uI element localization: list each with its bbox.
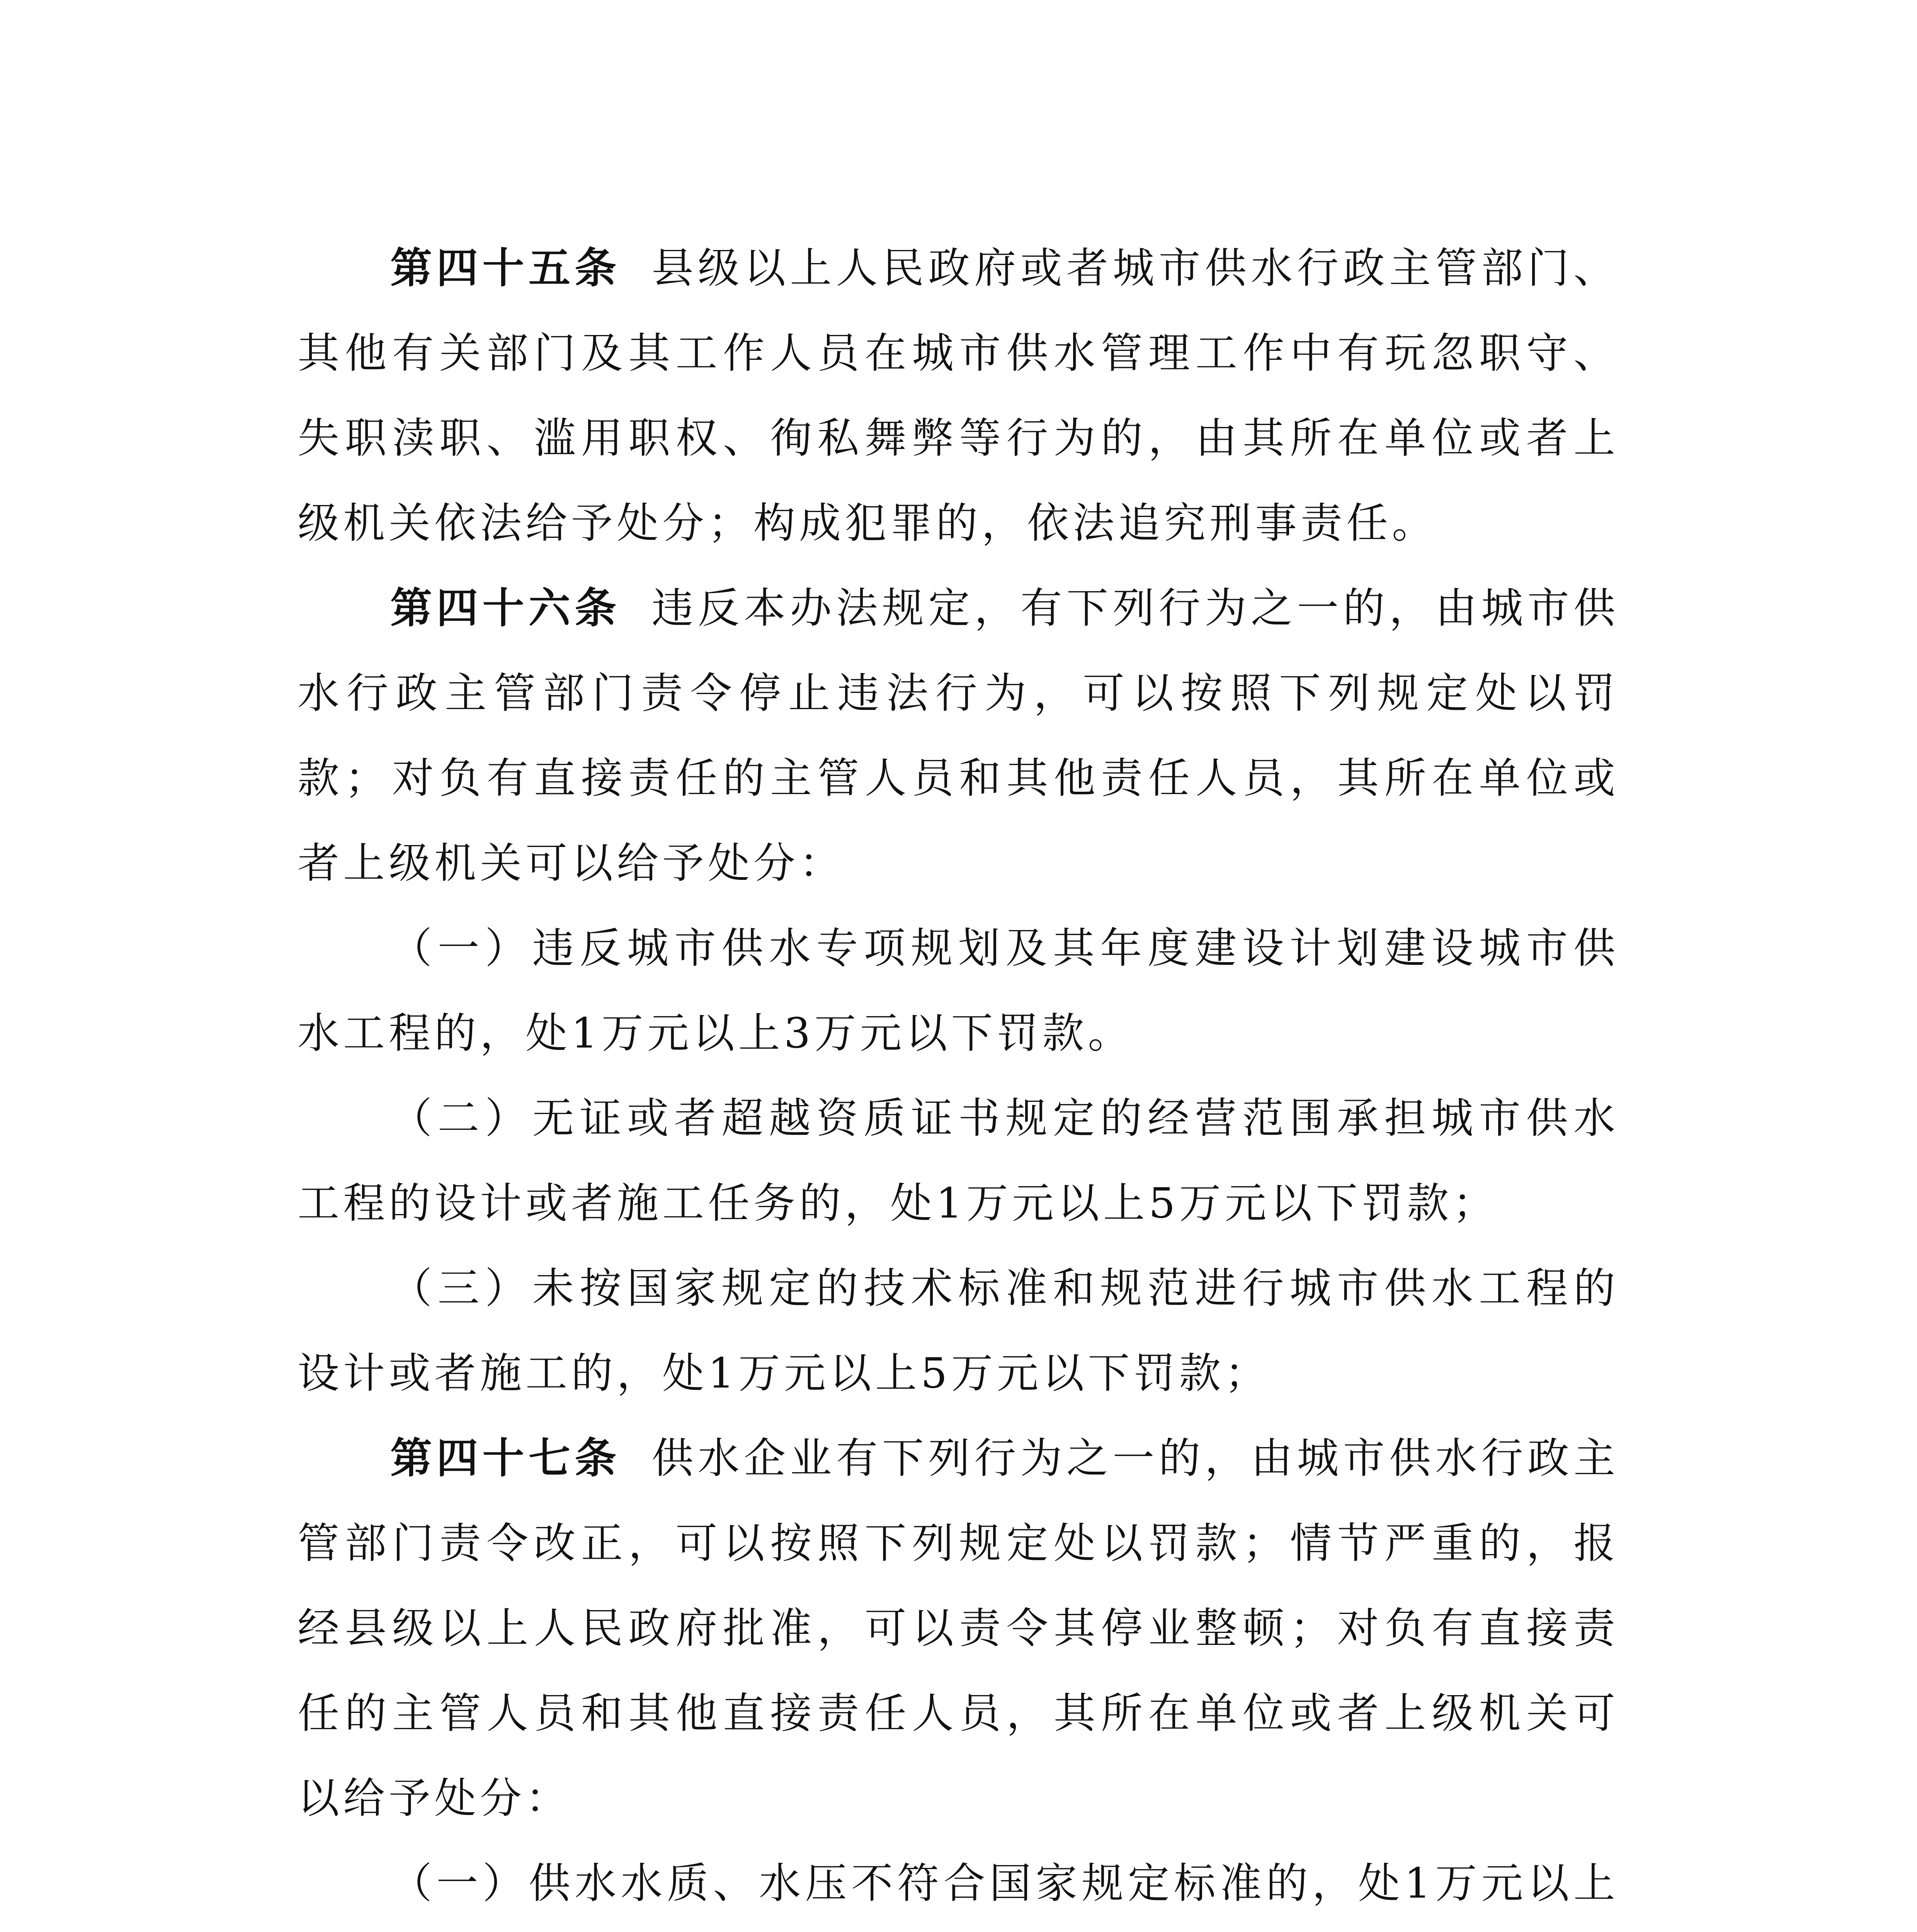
article-46-item-1: （一）违反城市供水专项规划及其年度建设计划建设城市供水工程的，处1万元以上3万元以下罚款。 [298,924,1619,1058]
article-46 [298,566,1619,906]
article-text: 县级以上人民政府或者城市供水行政主管部门、其他有关部门及其工作人员在城市供水管理工作中有玩忽职守、失职渎职、滥用职权、徇私舞弊等行为的，由其所在单位或者上级机关依法给予处分；构成犯罪的，依法追究刑事责任。 [298,244,1619,548]
article-text: 供水企业有下列行为之一的，由城市供水行政主管部门责令改正，可以按照下列规定处以罚款；情节严重的，报经县级以上人民政府批准，可以责令其停业整顿；对负有直接责任的主管人员和其他直接责任人员，其所在单位或者上级机关可以给予处分： [298,1434,1619,1823]
article-46-item-2: （二）无证或者超越资质证书规定的经营范围承担城市供水工程的设计或者施工任务的，处1万元以上5万元以下罚款； [298,1094,1619,1228]
article-text: 违反本办法规定，有下列行为之一的，由城市供水行政主管部门责令停止违法行为，可以按照下列规定处以罚款；对负有直接责任的主管人员和其他责任人员，其所在单位或者上级机关可以给予处分： [298,584,1619,888]
document-body [298,226,1619,1932]
article-47-item-1: （一）供水水质、水压不符合国家规定标准的，处1万元以上 [390,1859,1619,1908]
article-46-item-3: （三）未按国家规定的技术标准和规范进行城市供水工程的设计或者施工的，处1万元以上5万元以下罚款； [298,1264,1619,1398]
article-heading: 第四十六条 [390,584,621,633]
article-heading: 第四十五条 [390,244,621,293]
article-47 [298,1416,1619,1841]
article-45 [298,226,1619,566]
article-heading: 第四十七条 [390,1434,621,1483]
